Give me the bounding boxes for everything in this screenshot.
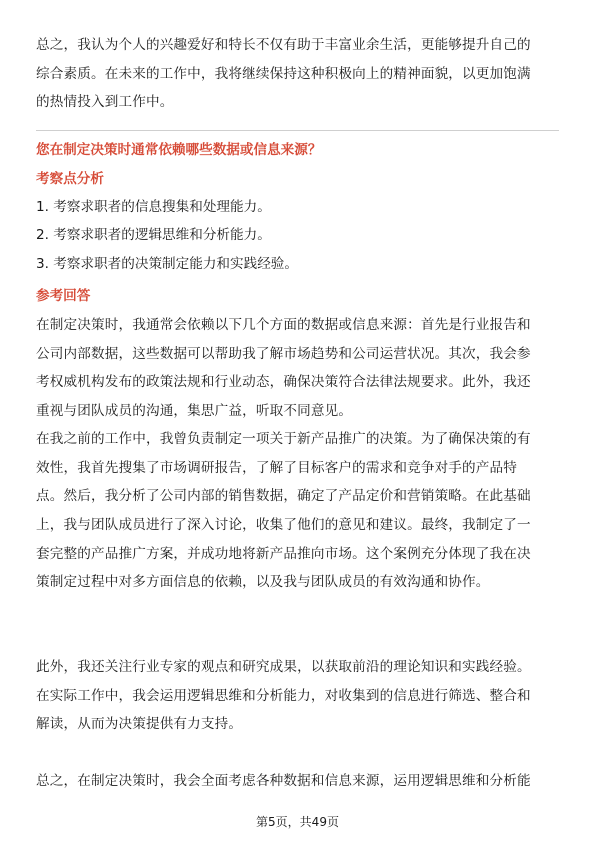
text-line: 公司内部数据，这些数据可以帮助我了解市场趋势和公司运营状况。其次，我会参 (36, 345, 531, 362)
page-number: 第5页，共49页 (256, 815, 339, 829)
text-line: 上，我与团队成员进行了深入讨论，收集了他们的意见和建议。最终，我制定了一 (36, 517, 531, 534)
text-line: 在我之前的工作中，我曾负责制定一项关于新产品推广的决策。为了确保决策的有 (36, 431, 531, 447)
answer-paragraph (36, 767, 558, 796)
text-line: 总之，在制定决策时，我会全面考虑各种数据和信息来源，运用逻辑思维和分析能 (36, 773, 531, 789)
text-line: 策制定过程中对多方面信息的依赖，以及我与团队成员的有效沟通和协作。 (36, 574, 490, 591)
text-line: 此外，我还关注行业专家的观点和研究成果，以获取前沿的理论知识和实践经验。 (36, 659, 531, 675)
intro-paragraph (36, 31, 558, 117)
text-line: 解读，从而为决策提供有力支持。 (36, 716, 243, 733)
text-line: 点。然后，我分析了公司内部的销售数据，确定了产品定价和营销策略。在此基础 (36, 488, 531, 505)
text-line: 在实际工作中，我会运用逻辑思维和分析能力，对收集到的信息进行筛选、整合和 (36, 687, 531, 704)
text-line: 综合素质。在未来的工作中，我将继续保持这种积极向上的精神面貌，以更加饱满 (36, 65, 531, 82)
analysis-item: 3. 考察求职者的决策制定能力和实践经验。 (36, 256, 298, 272)
answer-paragraph (36, 653, 558, 739)
text-line: 考权威机构发布的政策法规和行业动态，确保决策符合法律法规要求。此外，我还 (36, 374, 531, 391)
text-line: 在制定决策时，我通常会依赖以下几个方面的数据或信息来源：首先是行业报告和 (36, 317, 531, 333)
text-line: 的热情投入到工作中。 (36, 94, 174, 111)
text-line: 总之，我认为个人的兴趣爱好和特长不仅有助于丰富业余生活，更能够提升自己的 (36, 37, 531, 53)
text-line: 套完整的产品推广方案，并成功地将新产品推向市场。这个案例充分体现了我在决 (36, 545, 531, 562)
answer-paragraph (36, 425, 558, 597)
analysis-item: 2. 考察求职者的逻辑思维和分析能力。 (36, 227, 271, 243)
analysis-item: 1. 考察求职者的信息搜集和处理能力。 (36, 199, 271, 215)
analysis-title: 考察点分析 (36, 171, 104, 187)
answer-paragraph (36, 311, 558, 426)
text-line: 效性，我首先搜集了市场调研报告，了解了目标客户的需求和竞争对手的产品特 (36, 459, 518, 476)
answer-title: 参考回答 (36, 288, 91, 304)
section-divider (36, 130, 559, 131)
text-line: 重视与团队成员的沟通，集思广益，听取不同意见。 (36, 403, 353, 420)
interview-question: 您在制定决策时通常依赖哪些数据或信息来源？ (36, 142, 322, 158)
